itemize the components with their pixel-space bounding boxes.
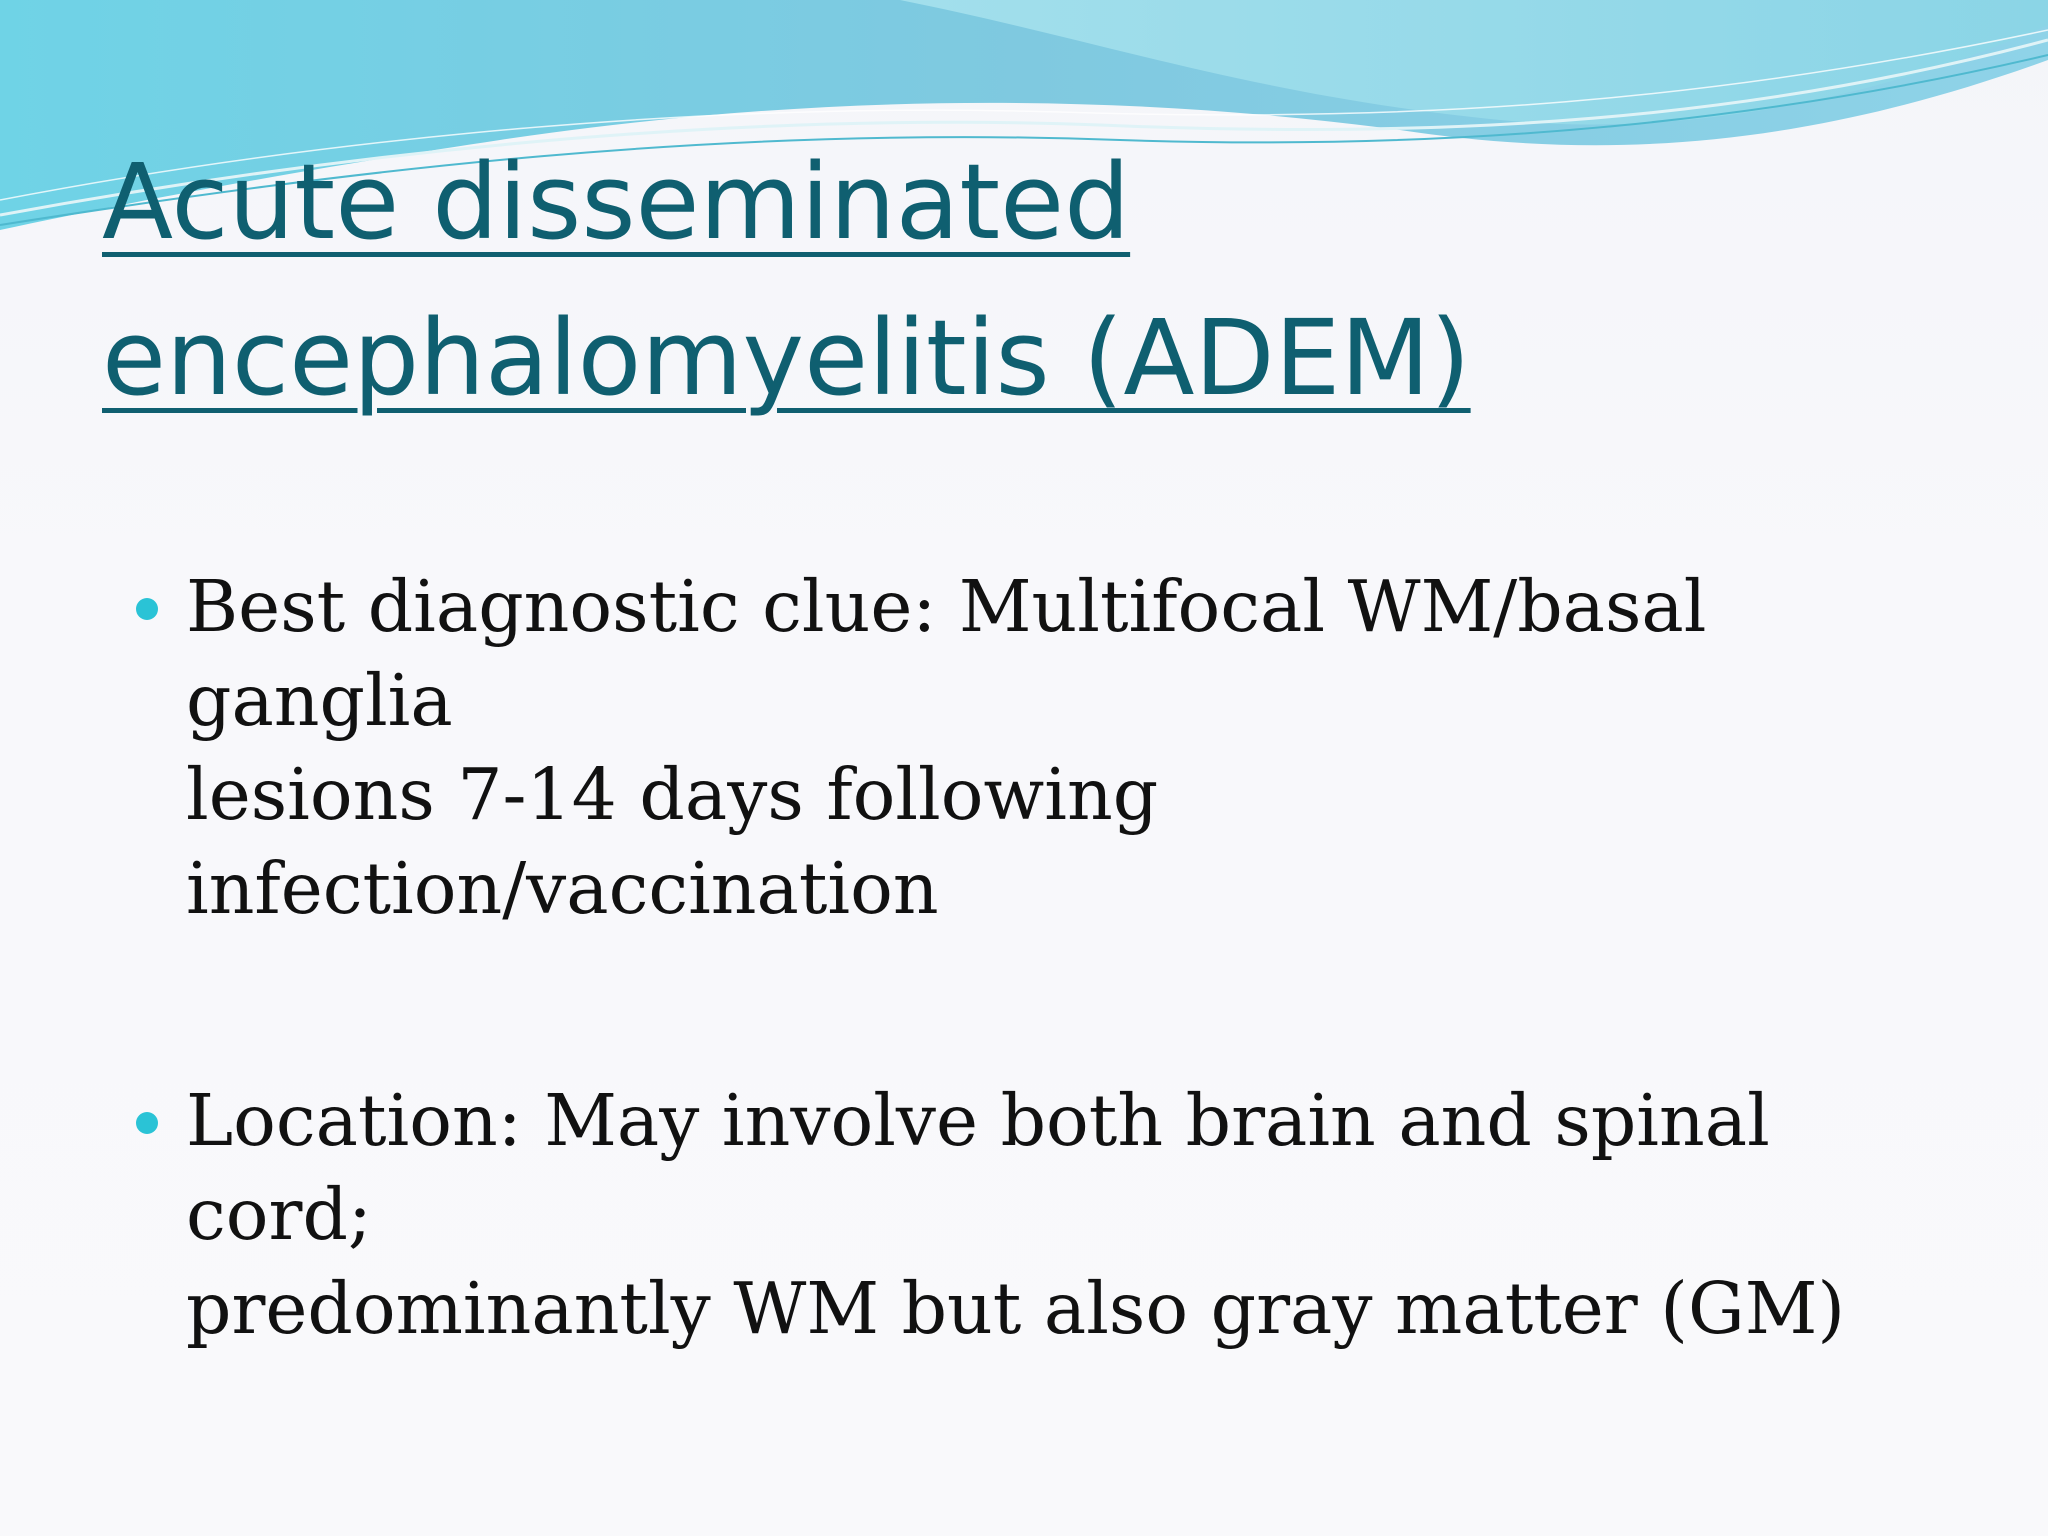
bullet-dot-icon <box>136 598 158 620</box>
title-line-1: Acute disseminated <box>102 141 1131 263</box>
bullet-dot-icon <box>136 1112 158 1134</box>
bullet-item-diagnostic-clue <box>130 560 1930 936</box>
title-line-2: encephalomyelitis (ADEM) <box>102 297 1471 419</box>
bullet-item-location <box>130 1074 1930 1356</box>
bullet-line-1: Best diagnostic clue: Multifocal WM/basal ganglia <box>186 565 1707 742</box>
bullet-list <box>130 560 1930 1494</box>
bullet-line-1: Location: May involve both brain and spinal cord; <box>186 1079 1770 1256</box>
bullet-line-2: predominantly WM but also gray matter (GM) <box>186 1267 1846 1350</box>
bullet-line-2: lesions 7-14 days following infection/vaccination <box>186 753 1159 930</box>
slide-title <box>102 124 1802 436</box>
